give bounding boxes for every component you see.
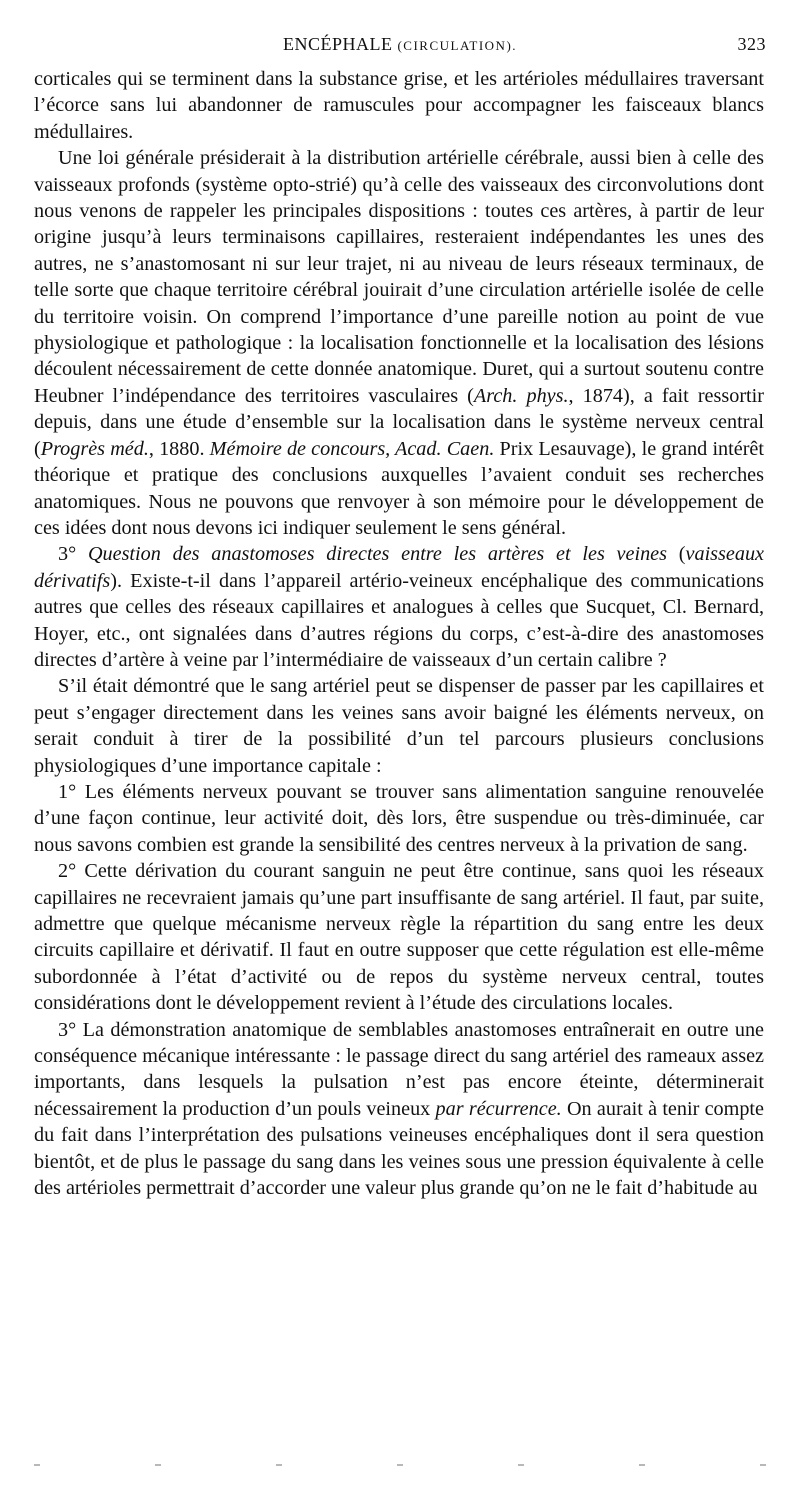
section-number: 3° bbox=[58, 543, 88, 566]
body-text bbox=[34, 66, 764, 1201]
paragraph-6: 2° Cette dérivation du courant sanguin ne peut être continue, sans quoi les réseaux capillaires ne recevraient jamais qu’une part insuffisante de sang artériel. Il faut, par suite, admettre que quelque mécanisme nerveux règle la répartition du sang entre les deux circuits capillaire et dérivatif. Il faut en outre supposer que cette régulation est elle-même subordonnée à l’état d’activité ou de repos du système nerveux central, toutes considérations dont le développement revient à l’étude des circulations locales. bbox=[34, 860, 764, 1015]
paragraph-2 bbox=[34, 145, 764, 541]
citation-progres-med: Progrès méd. bbox=[40, 437, 149, 460]
footer-mark bbox=[276, 1464, 282, 1466]
paragraph-4: S’il était démontré que le sang artériel peut se dispenser de passer par les capillaires et peut s’engager directement dans les veines sans avoir baigné les éléments nerveux, on serait conduit à tirer de la possibilité d’un tel parcours plusieurs conclusions physiologiques d’une importance capitale : bbox=[34, 675, 764, 777]
footer-mark bbox=[397, 1464, 403, 1466]
header-title: ENCÉPHALE bbox=[282, 34, 393, 54]
paragraph-2-text-d: Prix Lesauvage), le grand intérêt théorique et pratique des conclusions auxquelles l’avaient conduit ses recherches anatomiques. Nous ne pouvons que renvoyer à son mémoire pour le développement de ces idées dont nous devons ici indiquer seulement le sens général. bbox=[34, 437, 765, 539]
running-head bbox=[34, 34, 766, 58]
paragraph-3-text: ). Existe-t-il dans l’appareil artério-veineux encéphalique des communications autres que celles des réseaux capillaires et analogues à celles que Sucquet, Cl. Bernard, Hoyer, etc., ont signalées dans d’autres régions du corps, c’est-à-dire des anastomoses directes d’artère à veine par l’intermédiaire de vaisseaux d’un certain calibre ? bbox=[34, 569, 764, 671]
paragraph-7 bbox=[34, 1017, 764, 1202]
paragraph-7-text-a: 3° La démonstration anatomique de semblables anastomoses entraînerait en outre une conséquence mécanique intéressante : le passage direct du sang artériel des rameaux assez importants, dans lesquels la pulsation n’est pas encore éteinte, déterminerait nécessairement la production d’un pouls veineux bbox=[34, 1018, 764, 1120]
paragraph-2-text-c: , 1880. bbox=[148, 437, 210, 460]
page-footer-marks bbox=[34, 1464, 766, 1468]
running-title bbox=[34, 34, 766, 55]
citation-arch-phys: Arch. phys. bbox=[473, 384, 569, 407]
paragraph-1: corticales qui se terminent dans la substance grise, et les artérioles médullaires traversant l’écorce sans lui abandonner de ramuscules pour accompagner les faisceaux blancs médullaires. bbox=[34, 68, 764, 143]
header-subtitle: (CIRCULATION). bbox=[397, 38, 518, 53]
footer-mark bbox=[760, 1464, 766, 1466]
paragraph-2-text-b: , 1874), a fait ressortir depuis, dans une étude d’ensemble sur la localisation dans le système nerveux central ( bbox=[34, 384, 764, 460]
footer-mark bbox=[155, 1464, 161, 1466]
citation-memoire: Mémoire de concours, Acad. Caen. bbox=[209, 437, 495, 460]
section-term: vaisseaux dérivatifs bbox=[34, 543, 764, 592]
paragraph-7-text-b: On aurait à tenir compte du fait dans l’interprétation des pulsations veineuses encéphaliques dont il sera question bientôt, et de plus le passage du sang dans les veines sous une pression équivalente à celle des artérioles permettrait d’accorder une valeur plus grande qu’on ne le fait d’habitude au bbox=[34, 1097, 764, 1200]
footer-mark bbox=[518, 1464, 524, 1466]
paragraph-3-paren: ( bbox=[667, 543, 686, 566]
paragraph-5: 1° Les éléments nerveux pouvant se trouver sans alimentation sanguine renouvelée d’une façon continue, leur activité doit, dès lors, être suspendue ou très-diminuée, car nous savons combien est grande la sensibilité des centres nerveux à la privation de sang. bbox=[34, 780, 764, 856]
paragraph-2-text-a: Une loi générale présiderait à la distribution artérielle cérébrale, aussi bien à celle des vaisseaux profonds (système opto-strié) qu’à celle des vaisseaux des circonvolutions dont nous venons de rappeler les principales dispositions : toutes ces artères, à partir de leur origine jusqu’à leurs terminaisons capillaires, resteraient indépendantes les unes des autres, ne s’anastomosant ni sur leur trajet, ni au niveau de leurs réseaux terminaux, de telle sorte que chaque territoire cérébral jouirait d’une circulation artérielle isolée de celle du territoire voisin. On comprend l’importance d’une pareille notion au point de vue physiologique et pathologique : la localisation fonctionnelle et la localisation des lésions découlent nécessairement de cette donnée anatomique. Duret, qui a surtout soutenu contre Heubner l’indépendance des territoires vasculaires ( bbox=[34, 147, 764, 407]
term-par-recurrence: par récurrence. bbox=[435, 1097, 562, 1120]
page-number: 323 bbox=[737, 34, 766, 54]
section-title: Question des anastomoses directes entre les artères et les veines bbox=[87, 543, 668, 566]
footer-mark bbox=[34, 1464, 40, 1466]
paragraph-3 bbox=[34, 541, 764, 673]
footer-mark bbox=[639, 1464, 645, 1466]
